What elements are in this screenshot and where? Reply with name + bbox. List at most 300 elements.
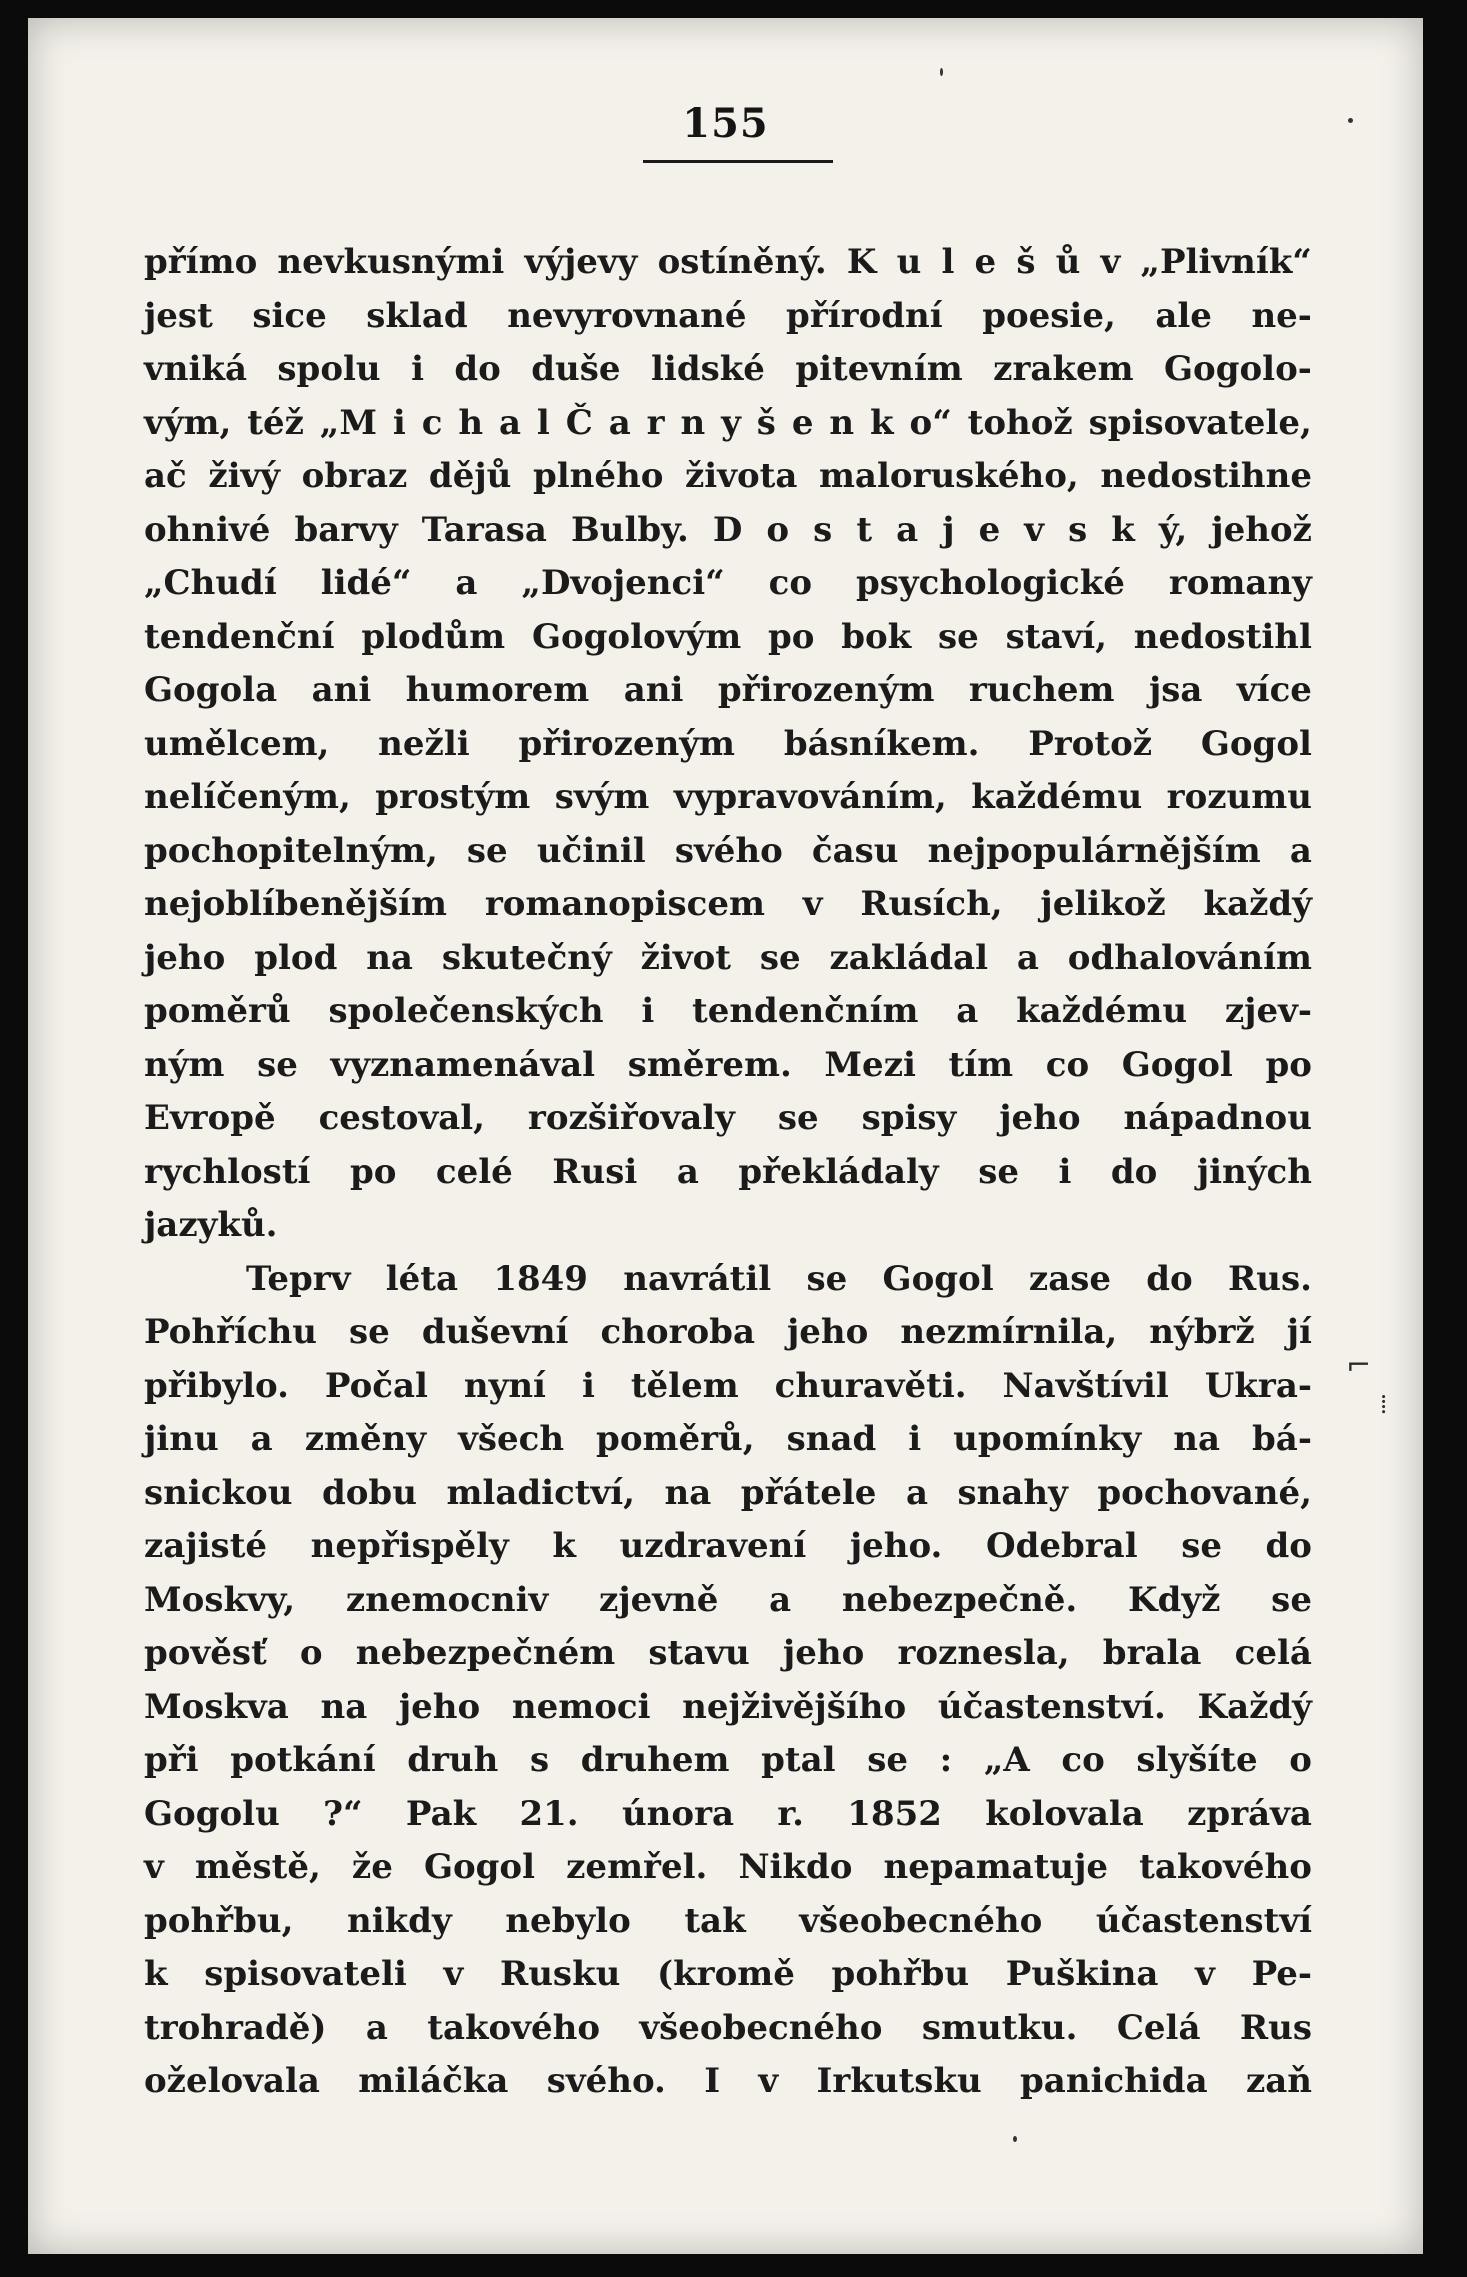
word: že xyxy=(351,1847,393,1887)
word: na xyxy=(664,1472,712,1513)
word: Ukra- xyxy=(1204,1365,1312,1406)
word: každému xyxy=(971,777,1143,817)
word: a xyxy=(905,1472,928,1513)
word: Rus xyxy=(1239,2007,1312,2048)
word: Gogol xyxy=(1200,723,1312,764)
word: zase xyxy=(1028,1258,1112,1299)
word: každý xyxy=(1203,884,1312,924)
word: co xyxy=(768,563,813,603)
word: l xyxy=(536,402,550,443)
word: š xyxy=(756,402,776,443)
word: jazyků. xyxy=(144,1205,278,1245)
word: ným xyxy=(144,1044,225,1085)
word: nejživějšího xyxy=(682,1686,907,1727)
word: se xyxy=(777,1098,819,1138)
word: c xyxy=(421,402,443,443)
word: nápadnou xyxy=(1123,1098,1312,1138)
word: nebylo xyxy=(505,1900,631,1941)
word: brala xyxy=(1102,1633,1202,1673)
word: j xyxy=(942,509,955,550)
word: svým xyxy=(554,777,650,817)
word: vniká xyxy=(144,349,247,389)
word: ani xyxy=(311,670,372,710)
word: život xyxy=(640,937,731,978)
word: jeho xyxy=(398,1686,481,1727)
word: š xyxy=(1016,242,1036,282)
text-line xyxy=(144,718,1312,772)
word: i xyxy=(392,402,406,443)
text-line xyxy=(144,2055,1312,2109)
word: jeho xyxy=(144,937,226,978)
text-line xyxy=(144,664,1312,718)
text-line xyxy=(144,932,1312,986)
word: nikdy xyxy=(346,1900,452,1941)
word: poměrů xyxy=(144,991,291,1031)
text-line xyxy=(144,611,1312,665)
word: ač xyxy=(144,456,187,496)
scan-speck xyxy=(940,68,943,76)
word: na xyxy=(320,1686,368,1727)
word: jí xyxy=(1286,1312,1312,1352)
word: spisovateli xyxy=(204,1954,407,1994)
word: potkání xyxy=(230,1740,376,1780)
word: „M xyxy=(319,402,377,443)
word: všech xyxy=(458,1419,565,1459)
word: druhem xyxy=(580,1740,730,1780)
page-number-rule xyxy=(643,160,833,163)
word: plného xyxy=(532,456,664,496)
text-line xyxy=(144,1306,1312,1360)
word: churavěti. xyxy=(774,1365,967,1406)
word: takového xyxy=(1139,1847,1312,1887)
word: sklad xyxy=(366,295,468,336)
word: 1849 xyxy=(493,1258,588,1299)
word: ale xyxy=(1155,295,1212,336)
word: s xyxy=(1068,509,1088,550)
text-line xyxy=(144,2002,1312,2056)
word: jsa xyxy=(1148,670,1203,710)
word: každému xyxy=(1016,991,1188,1031)
word: psychologické xyxy=(855,563,1125,603)
word: vyznamenával xyxy=(330,1044,596,1085)
word: i xyxy=(411,349,424,389)
word: zjevně xyxy=(599,1579,719,1620)
word: přátele xyxy=(740,1472,877,1513)
word: a xyxy=(769,1579,792,1620)
word: h xyxy=(458,402,484,443)
word: nepamatuje xyxy=(883,1847,1109,1887)
word: do xyxy=(1265,1526,1312,1566)
word: duševní xyxy=(421,1312,569,1352)
word: sice xyxy=(252,295,327,336)
word: tím xyxy=(948,1044,1014,1085)
word: v xyxy=(802,884,823,924)
word: svého xyxy=(674,830,783,871)
word: se xyxy=(349,1312,390,1352)
word: nebezpečném xyxy=(355,1633,616,1673)
word: Moskvy, xyxy=(144,1579,296,1620)
word: slyšíte xyxy=(1136,1740,1258,1780)
word: (kromě xyxy=(657,1954,795,1994)
word: jelikož xyxy=(1040,884,1166,924)
word: k xyxy=(1111,509,1135,550)
word: e xyxy=(978,509,1001,550)
word: v xyxy=(1100,242,1121,282)
scan-speck xyxy=(1348,118,1353,123)
word: t xyxy=(856,509,873,550)
word: nemoci xyxy=(511,1686,651,1727)
word: poměrů, xyxy=(596,1419,755,1459)
word: a xyxy=(1016,937,1039,978)
word: zemřel. xyxy=(566,1847,708,1887)
word: Gogolo- xyxy=(1164,349,1312,389)
word: k xyxy=(144,1954,168,1994)
word: v xyxy=(758,2061,779,2101)
book-page xyxy=(28,18,1423,2254)
word: se xyxy=(938,616,979,657)
word: Počal xyxy=(324,1365,428,1406)
word: n xyxy=(680,402,706,443)
word: o xyxy=(1289,1740,1312,1780)
word: spisovatele, xyxy=(1088,402,1312,443)
text-line xyxy=(144,1146,1312,1200)
word: „Dvojenci“ xyxy=(521,563,725,603)
word: Celá xyxy=(1116,2007,1201,2048)
word: pochované, xyxy=(1097,1472,1312,1513)
word: i xyxy=(1058,1151,1072,1192)
word: účastenství xyxy=(1095,1900,1312,1941)
word: l xyxy=(941,242,955,282)
word: barvy xyxy=(294,509,398,550)
word: nezmírnila, xyxy=(900,1312,1118,1352)
word: Puškina xyxy=(1005,1954,1159,1994)
scan-speck xyxy=(1013,2136,1017,2142)
text-line xyxy=(144,236,1312,290)
word: vypravováním, xyxy=(673,777,947,817)
word: Teprv xyxy=(246,1258,351,1299)
word: odhalováním xyxy=(1067,937,1312,978)
word: humorem xyxy=(405,670,590,710)
word: Pe- xyxy=(1251,1954,1312,1994)
word: učinil xyxy=(536,830,646,871)
text-line xyxy=(144,1788,1312,1842)
word: Pak xyxy=(405,1793,477,1834)
word: tendenčním xyxy=(692,991,919,1031)
word: Bulby. xyxy=(571,509,689,550)
word: Tarasa xyxy=(421,509,547,550)
word: do xyxy=(454,349,501,389)
word: 21. xyxy=(519,1793,579,1834)
word: Když xyxy=(1128,1579,1221,1620)
text-line xyxy=(144,1627,1312,1681)
word: směrem. xyxy=(627,1044,792,1085)
word: skutečný xyxy=(441,937,612,978)
word: na xyxy=(366,937,413,978)
text-line xyxy=(144,1253,1312,1307)
word: ruchem xyxy=(968,670,1115,710)
word: zakládal xyxy=(829,937,989,978)
word: r. xyxy=(777,1793,804,1834)
word: „Plivník“ xyxy=(1140,242,1312,282)
word: o xyxy=(766,509,790,550)
word: znemocniv xyxy=(345,1579,549,1620)
word: ?“ xyxy=(323,1793,363,1834)
word: se xyxy=(1181,1526,1222,1566)
word: Rus. xyxy=(1228,1258,1312,1299)
word: a xyxy=(498,402,522,443)
word: městě, xyxy=(194,1847,321,1887)
word: nyní xyxy=(463,1365,546,1406)
word: nedostihne xyxy=(1100,456,1312,496)
word: co xyxy=(1045,1044,1090,1085)
page-number: 155 xyxy=(682,100,769,147)
word: roznesla, xyxy=(897,1633,1070,1673)
word: Pohříchu xyxy=(144,1312,318,1352)
word: romany xyxy=(1168,563,1312,603)
word: smutku. xyxy=(921,2007,1078,2048)
word: přirozeným xyxy=(518,723,736,764)
word: s xyxy=(813,509,833,550)
word: k xyxy=(870,402,894,443)
word: a xyxy=(956,991,979,1031)
word: přirozeným xyxy=(717,670,935,710)
text-line xyxy=(144,1413,1312,1467)
word: I xyxy=(704,2061,721,2101)
word: jehož xyxy=(1211,509,1312,550)
word: poesie, xyxy=(982,295,1116,336)
word: bok xyxy=(841,616,912,657)
text-line xyxy=(144,1092,1312,1146)
word: rozšiřovaly xyxy=(527,1098,735,1138)
word: navrátil xyxy=(623,1258,772,1299)
word: a xyxy=(250,1419,273,1459)
text-line xyxy=(144,1681,1312,1735)
word: choroba xyxy=(600,1312,755,1352)
word: dějů xyxy=(428,456,512,496)
word: „A xyxy=(983,1740,1030,1780)
word: v xyxy=(443,1954,464,1994)
word: Mezi xyxy=(824,1044,916,1085)
word: nežli xyxy=(378,723,470,764)
word: básníkem. xyxy=(783,723,980,764)
word: maloruského, xyxy=(818,456,1079,496)
word: a xyxy=(1289,830,1312,871)
text-line xyxy=(144,290,1312,344)
word: nebezpečně. xyxy=(841,1579,1078,1620)
body-text xyxy=(144,236,1312,2109)
text-line xyxy=(144,397,1312,451)
word: oželovala xyxy=(144,2061,320,2101)
word: nelíčeným, xyxy=(144,777,351,817)
word: jiných xyxy=(1196,1151,1312,1192)
word: lidé“ xyxy=(320,563,412,603)
word: a xyxy=(365,2007,388,2048)
word: pochopitelným, xyxy=(144,830,438,871)
word: nepřispěly xyxy=(310,1526,509,1566)
word: ostíněný. xyxy=(657,242,827,282)
word: po xyxy=(1265,1044,1312,1085)
word: účastenství. xyxy=(937,1686,1166,1727)
word: Odebral xyxy=(985,1526,1138,1566)
word: ani xyxy=(623,670,684,710)
word: nejpopulárnějším xyxy=(927,830,1261,871)
word: nejoblíbenějším xyxy=(144,884,448,924)
word: se xyxy=(867,1740,908,1780)
word: Č xyxy=(565,402,593,443)
word: Gogola xyxy=(144,670,278,710)
word: Irkutsku xyxy=(816,2061,982,2101)
word: i xyxy=(581,1365,595,1406)
word: bá- xyxy=(1252,1419,1312,1459)
text-line xyxy=(144,1841,1312,1895)
word: na xyxy=(1173,1419,1221,1459)
word: změny xyxy=(304,1419,427,1459)
word: se xyxy=(978,1151,1019,1192)
word: všeobecného xyxy=(799,1900,1043,1941)
word: jest xyxy=(144,295,213,336)
word: se xyxy=(257,1044,298,1085)
word: prostým xyxy=(375,777,531,817)
word: přírodní xyxy=(786,295,943,336)
word: zajisté xyxy=(144,1526,268,1566)
word: druh xyxy=(407,1740,499,1780)
word: umělcem, xyxy=(144,723,330,764)
word: ý, xyxy=(1158,509,1188,550)
word: nevyrovnané xyxy=(507,295,747,336)
word: ne- xyxy=(1251,295,1312,336)
margin-annotation-mark: ⁞ xyxy=(1380,1390,1388,1420)
word: celá xyxy=(1234,1633,1312,1673)
word: stavu xyxy=(648,1633,750,1673)
word: dobu xyxy=(321,1472,417,1513)
word: pohřbu, xyxy=(144,1900,294,1941)
word: K xyxy=(846,242,877,282)
word: pověsť xyxy=(144,1633,267,1673)
word: zrakem xyxy=(993,349,1134,389)
word: zpráva xyxy=(1187,1793,1312,1834)
word: Gogolovým xyxy=(531,616,742,657)
word: trohradě) xyxy=(144,2007,327,2048)
word: D xyxy=(712,509,743,550)
word: Rusku xyxy=(499,1954,621,1994)
word: vým, xyxy=(144,402,232,443)
word: upomínky xyxy=(953,1419,1142,1459)
word: společenských xyxy=(328,991,604,1031)
word: v xyxy=(1195,1954,1215,1994)
word: pohřbu xyxy=(831,1954,970,1994)
word: a xyxy=(455,563,478,603)
word: romanopiscem xyxy=(484,884,765,924)
word: se xyxy=(806,1258,848,1299)
word: snad xyxy=(786,1419,877,1459)
word: jeho xyxy=(782,1633,865,1673)
word: Každý xyxy=(1197,1686,1312,1727)
text-line xyxy=(144,1520,1312,1574)
word: o“ xyxy=(909,402,952,443)
word: Nikdo xyxy=(738,1847,853,1887)
word: se xyxy=(466,830,508,871)
word: Evropě xyxy=(144,1098,276,1138)
word: po xyxy=(767,616,815,657)
word: i xyxy=(641,991,655,1031)
word: jeho. xyxy=(849,1526,943,1566)
word: se xyxy=(1271,1579,1312,1620)
word: do xyxy=(1110,1151,1158,1192)
text-line xyxy=(144,771,1312,825)
text-line xyxy=(144,1199,1312,1253)
word: ohnivé xyxy=(144,509,271,550)
word: snickou xyxy=(144,1472,293,1513)
text-line xyxy=(144,825,1312,879)
word: života xyxy=(684,456,798,496)
word: n xyxy=(829,402,855,443)
text-line xyxy=(144,1574,1312,1628)
word: do xyxy=(1146,1258,1193,1299)
word: „Chudí xyxy=(144,563,277,603)
word: Gogol xyxy=(1121,1044,1233,1085)
word: překládaly xyxy=(738,1151,939,1192)
margin-annotation-mark: ⌐ xyxy=(1346,1348,1372,1383)
word: e xyxy=(974,242,997,282)
word: přibylo. xyxy=(144,1365,289,1406)
word: tohož xyxy=(967,402,1073,443)
word: obraz xyxy=(301,456,408,496)
word: jeho xyxy=(999,1098,1081,1138)
word: y xyxy=(721,402,741,443)
word: Gogolu xyxy=(144,1793,280,1834)
word: miláčka xyxy=(358,2061,509,2101)
word: plod xyxy=(254,937,338,978)
word: tak xyxy=(684,1900,746,1941)
word: panichida xyxy=(1020,2061,1208,2101)
word: spisy xyxy=(861,1098,957,1138)
word: 1852 xyxy=(847,1793,942,1834)
word: živý xyxy=(208,456,281,496)
word: Moskva xyxy=(144,1686,289,1727)
word: takového xyxy=(427,2007,600,2048)
word: rozumu xyxy=(1166,777,1312,817)
text-line xyxy=(144,985,1312,1039)
word: v xyxy=(1024,509,1045,550)
word: uzdravení xyxy=(619,1526,807,1566)
word: při xyxy=(144,1740,199,1780)
word: nedostihl xyxy=(1133,616,1312,657)
word: v xyxy=(144,1847,164,1887)
text-line xyxy=(144,504,1312,558)
word: nevkusnými xyxy=(277,242,505,282)
word: cestoval, xyxy=(318,1098,485,1138)
text-line xyxy=(144,1039,1312,1093)
word: k xyxy=(552,1526,576,1566)
word: a xyxy=(608,402,631,443)
word: Navštívil xyxy=(1002,1365,1169,1406)
word: i xyxy=(908,1419,922,1459)
word: co xyxy=(1061,1740,1105,1780)
word: přímo xyxy=(144,242,258,282)
word: u xyxy=(896,242,922,282)
word: r xyxy=(646,402,665,443)
word: všeobecného xyxy=(639,2007,883,2048)
word: ů xyxy=(1055,242,1081,282)
word: též xyxy=(247,402,304,443)
word: celé xyxy=(435,1151,513,1192)
text-line xyxy=(144,450,1312,504)
word: plodům xyxy=(361,616,506,657)
word: s xyxy=(530,1740,550,1780)
text-line xyxy=(144,1734,1312,1788)
word: tendenční xyxy=(144,616,335,657)
word: více xyxy=(1236,670,1312,710)
